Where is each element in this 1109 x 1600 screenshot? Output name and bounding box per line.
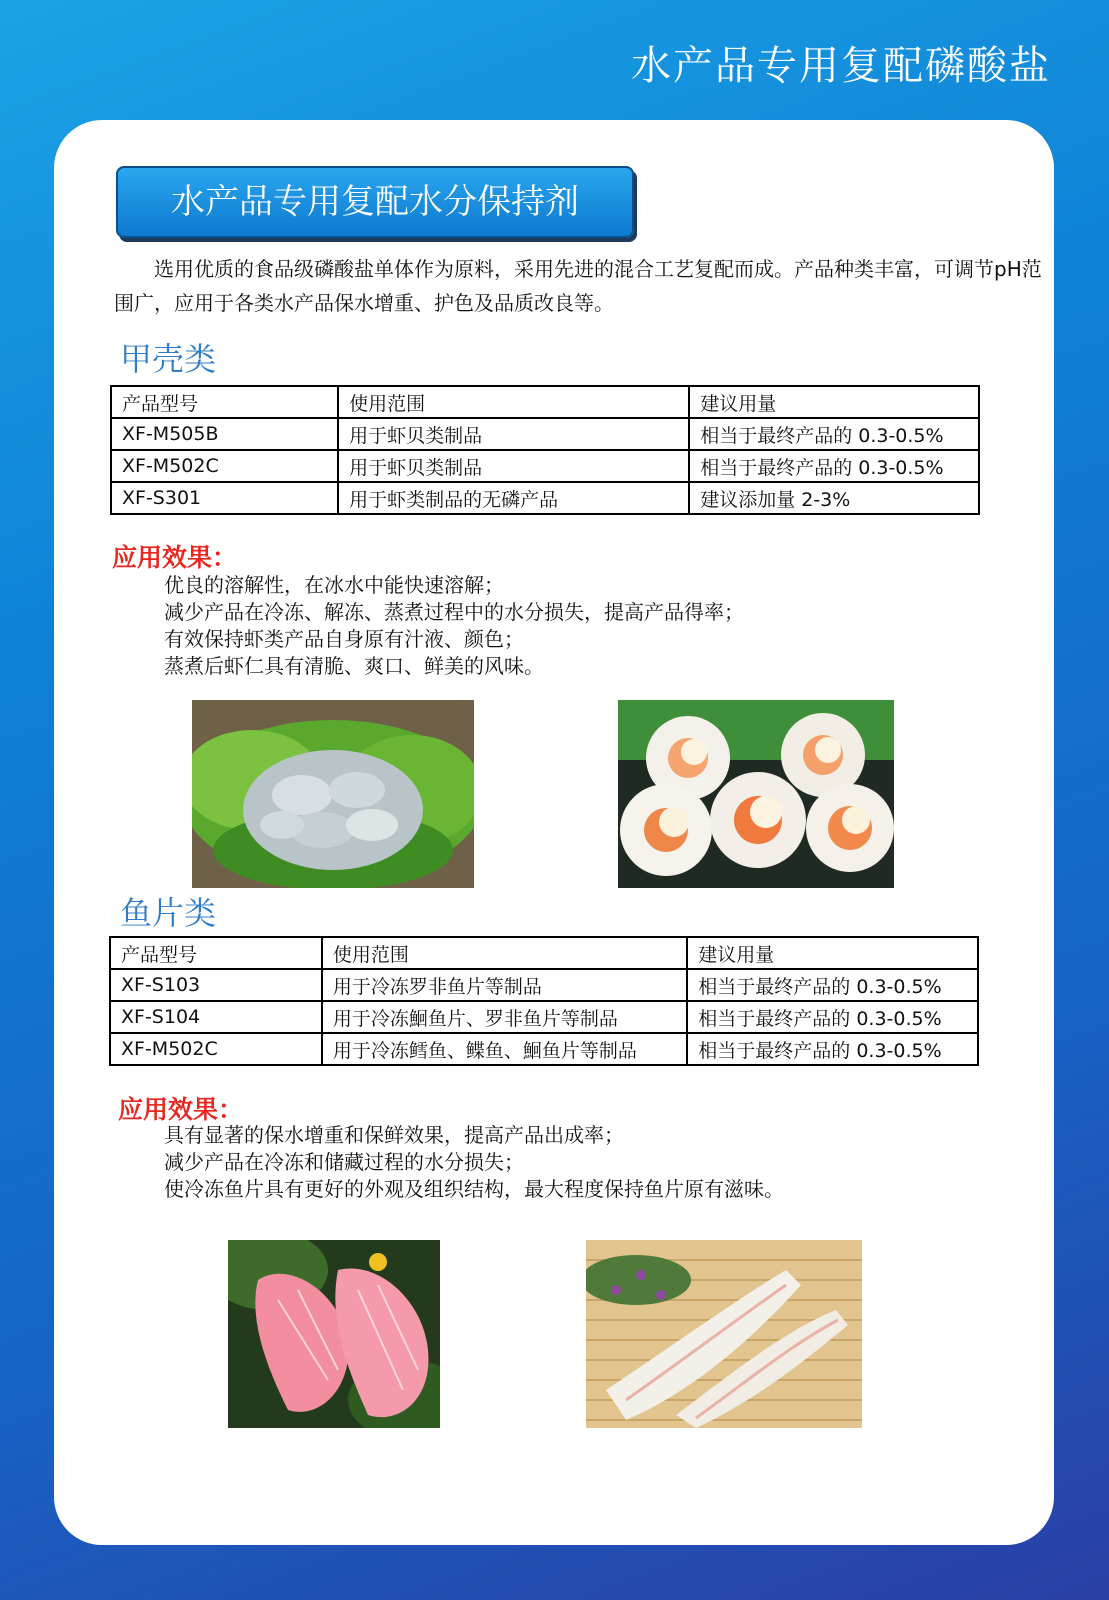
tilapia-fillet-photo [228,1240,440,1428]
header-cell: 使用范围 [338,386,689,418]
model-cell: XF-M505B [111,418,338,450]
section-title-fish-fillet: 鱼片类 [120,894,217,932]
model-cell: XF-S103 [110,969,322,1001]
effect-title-shellfish: 应用效果： [112,543,238,572]
dosage-cell: 相当于最终产品的 0.3-0.5% [689,418,979,450]
header-cell: 使用范围 [322,937,687,969]
list-item: 使冷冻鱼片具有更好的外观及组织结构，最大程度保持鱼片原有滋味。 [164,1177,784,1201]
scallop-photo [618,700,894,888]
main-heading: 水产品专用复配水分保持剂 [116,166,634,238]
table-row [110,1033,978,1065]
table-header-row [111,386,979,418]
effect-title-fish-fillet: 应用效果： [118,1095,244,1124]
dosage-cell: 相当于最终产品的 0.3-0.5% [687,1033,978,1065]
shellfish-spec-table [110,385,980,515]
scope-cell: 用于冷冻鳕鱼、鲽鱼、鮰鱼片等制品 [322,1033,687,1065]
content-card [54,120,1054,1545]
table-row [111,482,979,514]
table-header-row [110,937,978,969]
scope-cell: 用于虾类制品的无磷产品 [338,482,689,514]
table-row [110,1001,978,1033]
header-cell: 建议用量 [689,386,979,418]
header-cell: 产品型号 [110,937,322,969]
scope-cell: 用于冷冻鮰鱼片、罗非鱼片等制品 [322,1001,687,1033]
fish-spec-table [109,936,979,1066]
model-cell: XF-S301 [111,482,338,514]
table-row [111,450,979,482]
scope-cell: 用于冷冻罗非鱼片等制品 [322,969,687,1001]
dosage-cell: 相当于最终产品的 0.3-0.5% [687,1001,978,1033]
header-cell: 产品型号 [111,386,338,418]
list-item: 优良的溶解性，在冰水中能快速溶解； [164,573,504,597]
list-item: 具有显著的保水增重和保鲜效果，提高产品出成率； [164,1123,624,1147]
list-item: 有效保持虾类产品自身原有汁液、颜色； [164,627,524,651]
dosage-cell: 相当于最终产品的 0.3-0.5% [689,450,979,482]
list-item: 减少产品在冷冻、解冻、蒸煮过程中的水分损失，提高产品得率； [164,600,744,624]
effects-list-shellfish [164,572,744,680]
dosage-cell: 建议添加量 2-3% [689,482,979,514]
scope-cell: 用于虾贝类制品 [338,418,689,450]
page-title: 水产品专用复配磷酸盐 [631,43,1051,89]
section-title-shellfish: 甲壳类 [120,340,217,378]
dosage-cell: 相当于最终产品的 0.3-0.5% [687,969,978,1001]
white-fish-fillet-photo [586,1240,862,1428]
table-row [110,969,978,1001]
list-item: 减少产品在冷冻和储藏过程的水分损失； [164,1150,524,1174]
list-item: 蒸煮后虾仁具有清脆、爽口、鲜美的风味。 [164,654,544,678]
model-cell: XF-M502C [111,450,338,482]
intro-paragraph: 选用优质的食品级磷酸盐单体作为原料，采用先进的混合工艺复配而成。产品种类丰富，可调节pH范围广，应用于各类水产品保水增重、护色及品质改良等。 [114,257,1042,315]
shrimp-photo [192,700,474,888]
model-cell: XF-M502C [110,1033,322,1065]
table-row [111,418,979,450]
header-cell: 建议用量 [687,937,978,969]
effects-list-fish-fillet [164,1122,784,1203]
model-cell: XF-S104 [110,1001,322,1033]
scope-cell: 用于虾贝类制品 [338,450,689,482]
